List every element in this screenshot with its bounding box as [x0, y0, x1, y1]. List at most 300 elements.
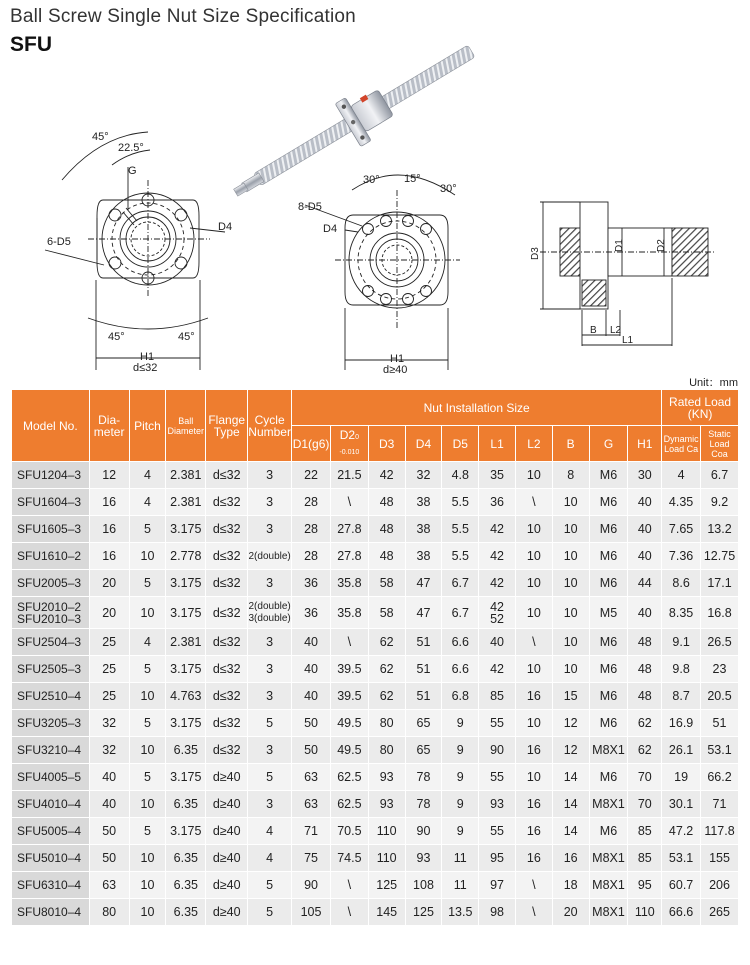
cell-static: 9.2: [701, 489, 739, 516]
cell-d5: 6.8: [442, 683, 479, 710]
cell-h1: 30: [628, 462, 662, 489]
cell-d5: 9: [442, 791, 479, 818]
right-d3-label: D3: [530, 247, 541, 260]
table-row: [12, 656, 739, 683]
cell-d3: 93: [368, 764, 405, 791]
cell-cycle: 3: [248, 489, 292, 516]
cell-b: 12: [552, 737, 589, 764]
cell-ball: 3.175: [166, 818, 206, 845]
cell-h1: 48: [628, 656, 662, 683]
cell-b: 10: [552, 516, 589, 543]
cell-cycle: 3: [248, 656, 292, 683]
cell-d2: 49.5: [330, 710, 368, 737]
header-flange: Flange Type: [206, 390, 248, 462]
cell-d2: 21.5: [330, 462, 368, 489]
cell-dynamic: 8.6: [662, 570, 701, 597]
cell-cycle: 2(double) 3(double): [248, 597, 292, 629]
table-row: [12, 570, 739, 597]
cell-model: SFU6310–4: [12, 872, 90, 899]
spec-table-body: [12, 462, 739, 926]
cell-ball: 3.175: [166, 516, 206, 543]
header-d3: D3: [368, 426, 405, 462]
cell-flange: d≤32: [206, 597, 248, 629]
cell-d4: 65: [405, 710, 442, 737]
cell-d1: 28: [292, 543, 331, 570]
cell-dynamic: 7.65: [662, 516, 701, 543]
left-h1-label: H1: [140, 351, 155, 363]
cell-model: SFU2005–3: [12, 570, 90, 597]
header-d2: D20 -0.010: [330, 426, 368, 462]
cell-flange: d≤32: [206, 710, 248, 737]
cell-d4: 125: [405, 899, 442, 926]
cell-flange: d≥40: [206, 845, 248, 872]
cell-pitch: 10: [129, 872, 166, 899]
cell-flange: d≥40: [206, 818, 248, 845]
cell-diameter: 32: [89, 710, 129, 737]
cell-cycle: 5: [248, 899, 292, 926]
cell-h1: 70: [628, 764, 662, 791]
cell-diameter: 16: [89, 489, 129, 516]
cell-l2: 10: [515, 597, 552, 629]
middle-angle-l: 30°: [363, 174, 380, 186]
left-angle-bl: 45°: [108, 331, 125, 343]
middle-holes-label: 8-D5: [298, 201, 322, 213]
right-side-drawing: [540, 202, 715, 346]
cell-d2: 39.5: [330, 683, 368, 710]
cell-cycle: 3: [248, 683, 292, 710]
right-d2-label: D2: [656, 239, 667, 252]
header-l1: L1: [479, 426, 516, 462]
cell-d2: 39.5: [330, 656, 368, 683]
cell-l1: 95: [479, 845, 516, 872]
cell-g: M8X1: [589, 791, 628, 818]
table-row: [12, 629, 739, 656]
cell-g: M5: [589, 597, 628, 629]
right-d1-label: D1: [614, 239, 625, 252]
cell-h1: 62: [628, 737, 662, 764]
cell-static: 117.8: [701, 818, 739, 845]
cell-d4: 47: [405, 570, 442, 597]
cell-g: M8X1: [589, 899, 628, 926]
cell-d2: 27.8: [330, 516, 368, 543]
cell-diameter: 25: [89, 629, 129, 656]
table-row: [12, 489, 739, 516]
cell-static: 26.5: [701, 629, 739, 656]
cell-ball: 6.35: [166, 899, 206, 926]
header-load-group: Rated Load (KN): [662, 390, 739, 426]
cell-model: SFU3205–3: [12, 710, 90, 737]
cell-ball: 3.175: [166, 656, 206, 683]
cell-d4: 32: [405, 462, 442, 489]
cell-static: 20.5: [701, 683, 739, 710]
cell-d2: 62.5: [330, 764, 368, 791]
cell-d2: 62.5: [330, 791, 368, 818]
cell-l2: 16: [515, 737, 552, 764]
cell-d2: 70.5: [330, 818, 368, 845]
cell-l2: \: [515, 872, 552, 899]
cell-h1: 40: [628, 516, 662, 543]
header-ball: Ball Diameter: [166, 390, 206, 462]
cell-h1: 48: [628, 683, 662, 710]
cell-diameter: 16: [89, 516, 129, 543]
cell-d1: 75: [292, 845, 331, 872]
cell-h1: 44: [628, 570, 662, 597]
cell-d1: 22: [292, 462, 331, 489]
cell-ball: 4.763: [166, 683, 206, 710]
cell-cycle: 4: [248, 845, 292, 872]
cell-g: M6: [589, 629, 628, 656]
cell-pitch: 4: [129, 489, 166, 516]
cell-pitch: 10: [129, 737, 166, 764]
cell-d4: 47: [405, 597, 442, 629]
cell-d2: \: [330, 899, 368, 926]
cell-d5: 5.5: [442, 489, 479, 516]
left-cond-label: d≤32: [133, 362, 158, 374]
cell-cycle: 2(double): [248, 543, 292, 570]
cell-static: 53.1: [701, 737, 739, 764]
cell-static: 12.75: [701, 543, 739, 570]
middle-d4-label: D4: [323, 223, 338, 235]
cell-model: SFU4005–5: [12, 764, 90, 791]
right-b-label: B: [590, 325, 597, 336]
cell-model: SFU2504–3: [12, 629, 90, 656]
cell-d3: 62: [368, 629, 405, 656]
cell-g: M6: [589, 516, 628, 543]
left-holes-label: 6-D5: [47, 236, 71, 248]
cell-b: 10: [552, 570, 589, 597]
cell-cycle: 3: [248, 516, 292, 543]
cell-diameter: 40: [89, 764, 129, 791]
cell-flange: d≤32: [206, 516, 248, 543]
cell-static: 16.8: [701, 597, 739, 629]
table-row: [12, 872, 739, 899]
cell-model: SFU5005–4: [12, 818, 90, 845]
cell-l2: 10: [515, 516, 552, 543]
cell-static: 206: [701, 872, 739, 899]
cell-l2: 16: [515, 683, 552, 710]
cell-d2: \: [330, 872, 368, 899]
cell-d3: 62: [368, 656, 405, 683]
cell-l2: 10: [515, 543, 552, 570]
cell-b: 10: [552, 543, 589, 570]
header-d2-tol: 0 -0.010: [339, 433, 360, 456]
header-diameter: Dia- meter: [89, 390, 129, 462]
cell-flange: d≥40: [206, 764, 248, 791]
cell-d4: 78: [405, 764, 442, 791]
cell-flange: d≤32: [206, 737, 248, 764]
cell-d5: 6.7: [442, 570, 479, 597]
left-drawing-labels: [47, 131, 232, 374]
left-g-label: G: [128, 165, 137, 177]
cell-dynamic: 8.35: [662, 597, 701, 629]
cell-flange: d≤32: [206, 656, 248, 683]
cell-l2: \: [515, 629, 552, 656]
right-l2-label: L2: [610, 325, 622, 336]
header-model: Model No.: [12, 390, 90, 462]
cell-model: SFU2505–3: [12, 656, 90, 683]
cell-dynamic: 60.7: [662, 872, 701, 899]
cell-d3: 58: [368, 597, 405, 629]
cell-flange: d≤32: [206, 629, 248, 656]
cell-cycle: 5: [248, 710, 292, 737]
page-subtitle: SFU: [10, 33, 52, 56]
header-cycle: Cycle Number: [248, 390, 292, 462]
cell-b: 8: [552, 462, 589, 489]
cell-d4: 78: [405, 791, 442, 818]
cell-l1: 42: [479, 570, 516, 597]
middle-angle-r: 30°: [440, 183, 457, 195]
cell-cycle: 5: [248, 764, 292, 791]
cell-diameter: 50: [89, 845, 129, 872]
cell-pitch: 5: [129, 764, 166, 791]
cell-dynamic: 30.1: [662, 791, 701, 818]
cell-l2: 10: [515, 656, 552, 683]
cell-l2: 10: [515, 570, 552, 597]
page-title: Ball Screw Single Nut Size Specification: [10, 6, 356, 27]
cell-model: SFU4010–4: [12, 791, 90, 818]
cell-pitch: 5: [129, 570, 166, 597]
right-l1-label: L1: [622, 335, 634, 346]
cell-l2: 16: [515, 845, 552, 872]
table-row: [12, 899, 739, 926]
header-l2: L2: [515, 426, 552, 462]
cell-b: 12: [552, 710, 589, 737]
cell-d4: 38: [405, 489, 442, 516]
cell-static: 6.7: [701, 462, 739, 489]
table-row: [12, 818, 739, 845]
table-row: [12, 737, 739, 764]
header-nut-group: Nut Installation Size: [292, 390, 662, 426]
cell-l1: 40: [479, 629, 516, 656]
table-row: [12, 597, 739, 629]
cell-g: M6: [589, 462, 628, 489]
cell-model: SFU1605–3: [12, 516, 90, 543]
cell-b: 18: [552, 872, 589, 899]
table-row: [12, 764, 739, 791]
cell-dynamic: 47.2: [662, 818, 701, 845]
cell-static: 71: [701, 791, 739, 818]
cell-g: M6: [589, 570, 628, 597]
cell-static: 17.1: [701, 570, 739, 597]
cell-d2: \: [330, 489, 368, 516]
cell-h1: 40: [628, 489, 662, 516]
cell-d2: 35.8: [330, 570, 368, 597]
cell-d4: 38: [405, 543, 442, 570]
cell-d3: 48: [368, 543, 405, 570]
cell-b: 14: [552, 764, 589, 791]
cell-b: 10: [552, 629, 589, 656]
cell-static: 265: [701, 899, 739, 926]
cell-d5: 6.6: [442, 656, 479, 683]
cell-d4: 51: [405, 629, 442, 656]
cell-d3: 145: [368, 899, 405, 926]
cell-l2: 10: [515, 764, 552, 791]
cell-ball: 6.35: [166, 791, 206, 818]
cell-d1: 40: [292, 683, 331, 710]
cell-g: M8X1: [589, 737, 628, 764]
cell-pitch: 4: [129, 629, 166, 656]
cell-d5: 6.7: [442, 597, 479, 629]
header-pitch: Pitch: [129, 390, 166, 462]
cell-d3: 48: [368, 489, 405, 516]
cell-ball: 2.381: [166, 629, 206, 656]
cell-d3: 110: [368, 845, 405, 872]
cell-diameter: 12: [89, 462, 129, 489]
cell-dynamic: 26.1: [662, 737, 701, 764]
cell-model: SFU5010–4: [12, 845, 90, 872]
cell-l1: 55: [479, 764, 516, 791]
cell-b: 20: [552, 899, 589, 926]
cell-static: 66.2: [701, 764, 739, 791]
cell-d1: 40: [292, 656, 331, 683]
cell-d5: 5.5: [442, 543, 479, 570]
cell-d5: 11: [442, 872, 479, 899]
cell-d4: 51: [405, 683, 442, 710]
cell-d1: 40: [292, 629, 331, 656]
cell-static: 51: [701, 710, 739, 737]
cell-diameter: 40: [89, 791, 129, 818]
cell-b: 10: [552, 489, 589, 516]
header-g: G: [589, 426, 628, 462]
cell-l2: 10: [515, 462, 552, 489]
cell-b: 16: [552, 845, 589, 872]
cell-ball: 6.35: [166, 845, 206, 872]
header-static: Static Load Coa: [701, 426, 739, 462]
cell-h1: 110: [628, 899, 662, 926]
cell-dynamic: 4.35: [662, 489, 701, 516]
cell-pitch: 5: [129, 818, 166, 845]
cell-d1: 105: [292, 899, 331, 926]
cell-cycle: 4: [248, 818, 292, 845]
table-row: [12, 683, 739, 710]
cell-diameter: 20: [89, 570, 129, 597]
cell-cycle: 3: [248, 737, 292, 764]
cell-flange: d≥40: [206, 791, 248, 818]
cell-pitch: 10: [129, 899, 166, 926]
cell-diameter: 32: [89, 737, 129, 764]
cell-ball: 6.35: [166, 737, 206, 764]
cell-d2: 27.8: [330, 543, 368, 570]
cell-dynamic: 53.1: [662, 845, 701, 872]
unit-label: Unit：mm: [689, 377, 738, 389]
cell-flange: d≤32: [206, 683, 248, 710]
cell-dynamic: 19: [662, 764, 701, 791]
cell-l1: 85: [479, 683, 516, 710]
cell-d3: 62: [368, 683, 405, 710]
cell-flange: d≥40: [206, 899, 248, 926]
cell-g: M6: [589, 489, 628, 516]
cell-flange: d≤32: [206, 489, 248, 516]
cell-d4: 38: [405, 516, 442, 543]
cell-d1: 63: [292, 791, 331, 818]
cell-d5: 6.6: [442, 629, 479, 656]
table-row: [12, 710, 739, 737]
cell-pitch: 5: [129, 710, 166, 737]
cell-d4: 51: [405, 656, 442, 683]
cell-d1: 28: [292, 516, 331, 543]
cell-d5: 4.8: [442, 462, 479, 489]
cell-ball: 6.35: [166, 872, 206, 899]
cell-diameter: 63: [89, 872, 129, 899]
cell-l1: 35: [479, 462, 516, 489]
cell-cycle: 3: [248, 462, 292, 489]
cell-l2: \: [515, 489, 552, 516]
cell-d5: 9: [442, 764, 479, 791]
cell-model: SFU1610–2: [12, 543, 90, 570]
cell-diameter: 50: [89, 818, 129, 845]
cell-d4: 93: [405, 845, 442, 872]
table-row: [12, 845, 739, 872]
cell-d3: 58: [368, 570, 405, 597]
cell-d1: 50: [292, 737, 331, 764]
cell-g: M6: [589, 543, 628, 570]
cell-model: SFU2010–2 SFU2010–3: [12, 597, 90, 629]
header-d5: D5: [442, 426, 479, 462]
cell-l1: 55: [479, 818, 516, 845]
cell-g: M6: [589, 656, 628, 683]
cell-cycle: 3: [248, 570, 292, 597]
cell-g: M8X1: [589, 872, 628, 899]
cell-pitch: 10: [129, 683, 166, 710]
cell-d1: 28: [292, 489, 331, 516]
cell-g: M8X1: [589, 845, 628, 872]
cell-d5: 9: [442, 737, 479, 764]
cell-d3: 80: [368, 737, 405, 764]
cell-cycle: 3: [248, 791, 292, 818]
cell-d3: 42: [368, 462, 405, 489]
header-b: B: [552, 426, 589, 462]
cell-dynamic: 16.9: [662, 710, 701, 737]
cell-static: 13.2: [701, 516, 739, 543]
cell-diameter: 25: [89, 656, 129, 683]
cell-l2: \: [515, 899, 552, 926]
header-dynamic: Dynamic Load Ca: [662, 426, 701, 462]
cell-pitch: 10: [129, 597, 166, 629]
cell-h1: 40: [628, 597, 662, 629]
cell-model: SFU2510–4: [12, 683, 90, 710]
cell-dynamic: 66.6: [662, 899, 701, 926]
technical-drawings: [0, 40, 750, 375]
cell-l1: 97: [479, 872, 516, 899]
cell-l1: 42 52: [479, 597, 516, 629]
cell-d3: 93: [368, 791, 405, 818]
middle-drawing-labels: [298, 173, 457, 375]
cell-dynamic: 9.1: [662, 629, 701, 656]
cell-cycle: 3: [248, 629, 292, 656]
cell-dynamic: 7.36: [662, 543, 701, 570]
left-angle-mid: 22.5°: [118, 142, 144, 154]
cell-d4: 108: [405, 872, 442, 899]
cell-d3: 48: [368, 516, 405, 543]
cell-l1: 36: [479, 489, 516, 516]
table-row: [12, 516, 739, 543]
cell-diameter: 20: [89, 597, 129, 629]
cell-l1: 93: [479, 791, 516, 818]
cell-diameter: 25: [89, 683, 129, 710]
cell-d1: 90: [292, 872, 331, 899]
cell-dynamic: 9.8: [662, 656, 701, 683]
cell-h1: 85: [628, 818, 662, 845]
table-row: [12, 462, 739, 489]
cell-d5: 13.5: [442, 899, 479, 926]
middle-h1-label: H1: [390, 353, 405, 365]
spec-table: [11, 389, 739, 926]
middle-cond-label: d≥40: [383, 364, 408, 375]
cell-flange: d≤32: [206, 570, 248, 597]
cell-model: SFU1204–3: [12, 462, 90, 489]
cell-d2: 74.5: [330, 845, 368, 872]
cell-d2: 49.5: [330, 737, 368, 764]
